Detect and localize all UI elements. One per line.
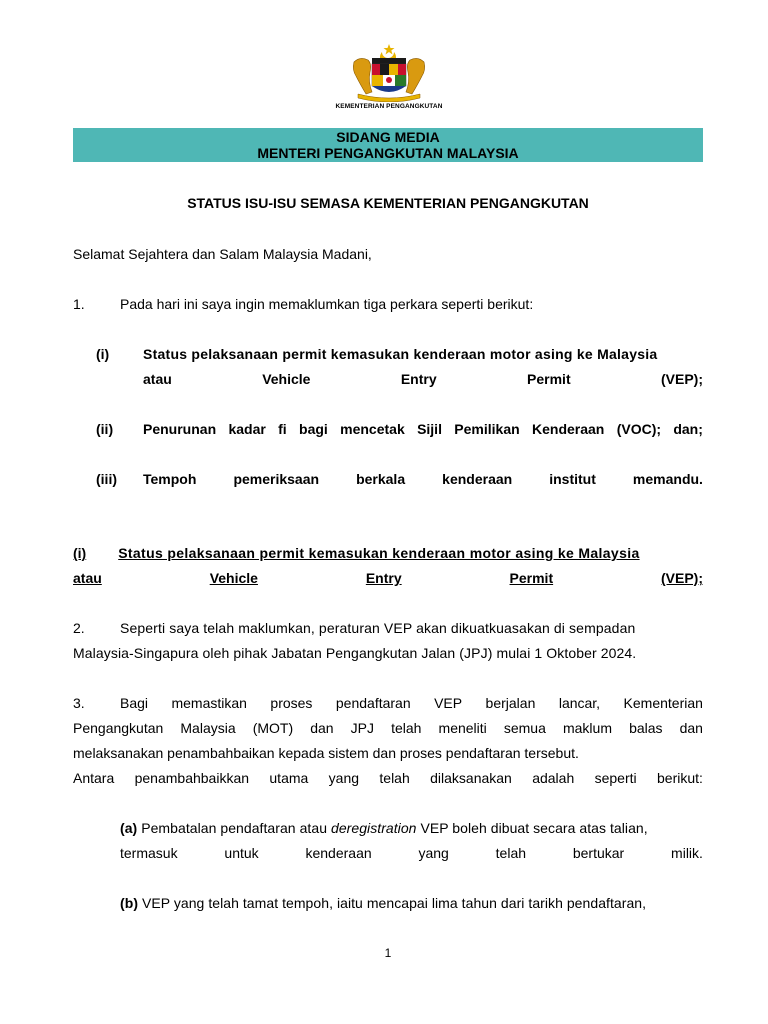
document-title: STATUS ISU-ISU SEMASA KEMENTERIAN PENGANGKUTAN: [187, 195, 589, 211]
word: yang: [328, 770, 360, 786]
greeting: Selamat Sejahtera dan Salam Malaysia Madani,: [73, 246, 372, 262]
word: telah: [495, 845, 527, 861]
word: (MOT): [252, 720, 294, 736]
word: pendaftaran: [335, 695, 411, 711]
ministry-name: KEMENTERIAN PENGANGKUTAN: [335, 103, 443, 110]
word: proses: [270, 695, 313, 711]
coat-of-arms-logo: [344, 42, 434, 102]
word: Tempoh: [143, 471, 197, 487]
word: Antara: [73, 770, 115, 786]
sub-item-label: (a): [120, 820, 138, 836]
list-item-text-line2: [143, 367, 703, 392]
sub-item-text: Pembatalan pendaftaran atau: [137, 820, 331, 836]
banner-line-2: MENTERI PENGANGKUTAN MALAYSIA: [257, 145, 519, 161]
word: berkala: [356, 471, 406, 487]
word: bagi: [299, 421, 328, 437]
word: adalah: [532, 770, 575, 786]
word: memandu.: [632, 471, 703, 487]
word: termasuk: [120, 845, 178, 861]
word: utama: [269, 770, 309, 786]
word: Permit: [509, 570, 554, 586]
word: Kenderaan: [532, 421, 605, 437]
word: maklum: [562, 720, 612, 736]
letterhead: [330, 42, 448, 110]
word: kenderaan: [305, 845, 372, 861]
word: Entry: [400, 371, 437, 387]
word: Vehicle: [262, 371, 311, 387]
banner-line-1: SIDANG MEDIA: [336, 129, 440, 145]
paragraph-1-number: 1.: [73, 296, 85, 312]
word: meneliti: [438, 720, 487, 736]
word: memastikan: [171, 695, 247, 711]
word: Pemilikan: [454, 421, 520, 437]
media-banner: [73, 128, 703, 162]
sub-item-text: VEP yang telah tamat tempoh, iaitu mencapai lima tahun dari tarikh pendaftaran,: [138, 895, 647, 911]
word: dilaksanakan: [430, 770, 512, 786]
sub-item-italic: deregistration: [330, 820, 417, 836]
sub-item-b: [120, 891, 646, 916]
paragraph-2-line1: Seperti saya telah maklumkan, peraturan VEP akan dikuatkuasakan di sempadan: [120, 620, 636, 636]
word: Bagi: [120, 695, 149, 711]
section-heading-text: Status pelaksanaan permit kemasukan kenderaan motor asing ke Malaysia: [118, 545, 640, 561]
word: penambahbaikkan: [134, 770, 250, 786]
word: kadar: [228, 421, 266, 437]
word: untuk: [224, 845, 259, 861]
list-item-number: (i): [96, 346, 110, 362]
word: Permit: [527, 371, 571, 387]
paragraph-2-line2: Malaysia-Singapura oleh pihak Jabatan Pengangkutan Jalan (JPJ) mulai 1 Oktober 2024.: [73, 645, 637, 661]
paragraph-3-line1: [120, 691, 703, 716]
section-heading-number: (i): [73, 545, 87, 561]
list-item-text: Status pelaksanaan permit kemasukan kenderaan motor asing ke Malaysia: [143, 346, 658, 362]
paragraph-1-text: Pada hari ini saya ingin memaklumkan tiga perkara seperti berikut:: [120, 296, 534, 312]
word: atau: [143, 371, 172, 387]
word: dan: [310, 720, 334, 736]
word: JPJ: [350, 720, 375, 736]
list-item-text: [143, 417, 703, 442]
sub-item-a: [120, 816, 648, 841]
word: atau: [73, 570, 102, 586]
section-heading: [73, 541, 703, 566]
sub-item-a-line2: [120, 841, 703, 866]
word: pemeriksaan: [233, 471, 320, 487]
word: balas: [629, 720, 663, 736]
word: Entry: [365, 570, 402, 586]
word: Pengangkutan: [73, 720, 164, 736]
word: lancar,: [558, 695, 601, 711]
word: VEP: [434, 695, 463, 711]
word: seperti: [594, 770, 637, 786]
list-item-number: (iii): [96, 471, 117, 487]
word: bertukar: [572, 845, 625, 861]
word: semua: [503, 720, 546, 736]
section-heading-line2: [73, 566, 703, 591]
paragraph-2-number: 2.: [73, 620, 85, 636]
word: Kementerian: [623, 695, 703, 711]
word: Sijil: [417, 421, 442, 437]
paragraph-3-line2: [73, 716, 703, 741]
word: (VEP);: [661, 371, 703, 387]
list-item-text: [143, 467, 703, 492]
word: berikut:: [657, 770, 703, 786]
sub-item-label: (b): [120, 895, 139, 911]
paragraph-3-number: 3.: [73, 695, 85, 711]
word: berjalan: [485, 695, 536, 711]
word: mencetak: [340, 421, 405, 437]
word: institut: [549, 471, 596, 487]
word: (VOC);: [616, 421, 662, 437]
word: yang: [418, 845, 449, 861]
word: Penurunan: [143, 421, 217, 437]
word: telah: [379, 770, 410, 786]
word: milik.: [671, 845, 703, 861]
paragraph-3-line4: [73, 766, 703, 791]
sub-item-text: VEP boleh dibuat secara atas talian,: [416, 820, 648, 836]
word: dan;: [673, 421, 703, 437]
word: Vehicle: [209, 570, 258, 586]
word: (VEP);: [661, 570, 703, 586]
word: dan: [679, 720, 703, 736]
list-item-number: (ii): [96, 421, 114, 437]
word: fi: [278, 421, 287, 437]
word: telah: [391, 720, 422, 736]
word: kenderaan: [442, 471, 513, 487]
paragraph-3-line3: melaksanakan penambahbaikan kepada sistem dan proses pendaftaran tersebut.: [73, 745, 579, 761]
page-number: 1: [384, 946, 392, 960]
word: Malaysia: [180, 720, 236, 736]
